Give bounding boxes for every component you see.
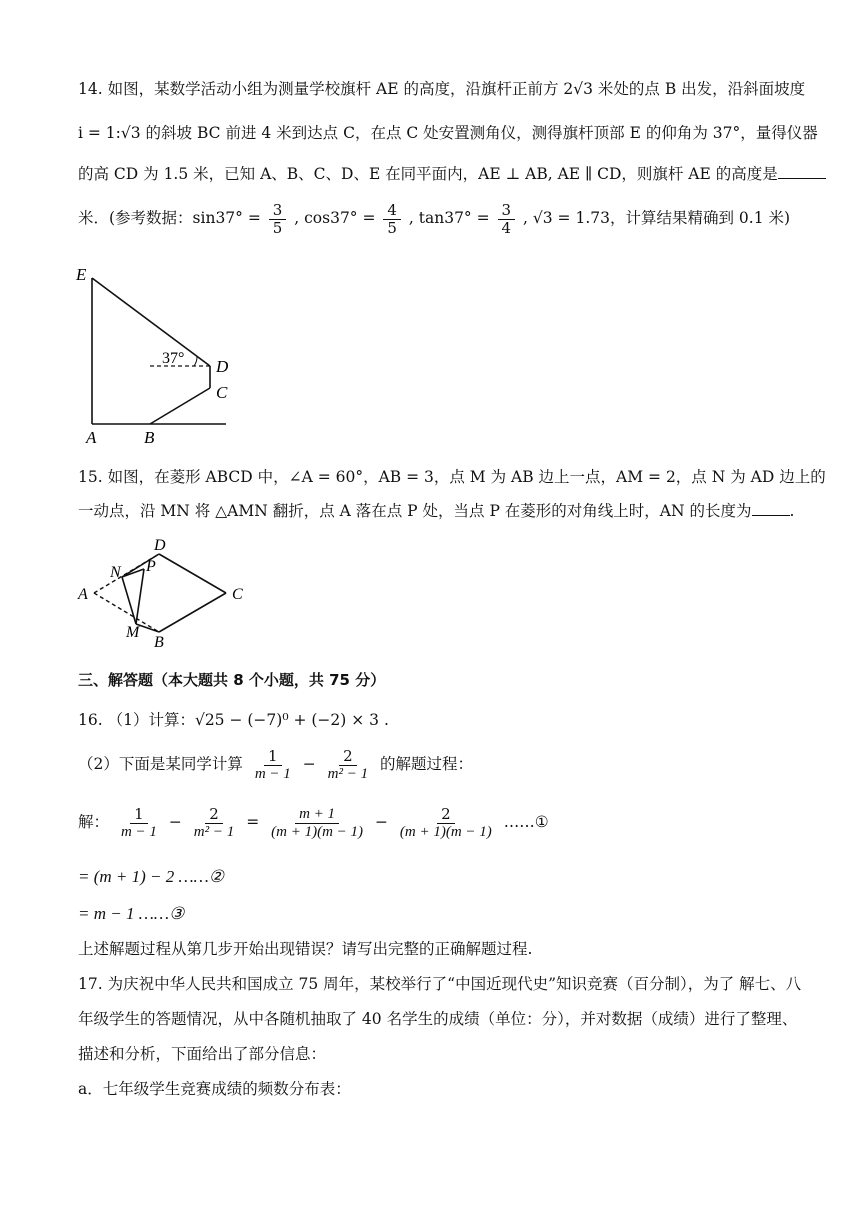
q16-question: 上述解题过程从第几步开始出现错误？请写出完整的正确解题过程. (78, 940, 533, 958)
fraction (251, 748, 295, 782)
edge-DC (159, 554, 226, 593)
fraction-numerator: 1 (264, 748, 282, 766)
solution-label: 解： (78, 813, 110, 831)
minus-sign: − (302, 755, 316, 773)
minus-sign: − (168, 813, 182, 831)
step-marker: ……① (503, 813, 549, 831)
sight-line-DE (92, 278, 210, 366)
fraction (190, 806, 238, 840)
fraction-denominator: 4 (501, 218, 512, 237)
fraction-numerator: 2 (437, 806, 455, 824)
fraction-sin (269, 202, 287, 236)
fraction-numerator: 3 (498, 202, 516, 220)
section-3-heading: 三、解答题（本大题共 8 个小题，共 75 分） (78, 671, 386, 689)
label-D: D (154, 537, 166, 554)
q16-solution-step-1 (78, 806, 798, 840)
label-N: N (110, 564, 121, 581)
angle-label: 37° (162, 350, 185, 367)
fraction-tan (498, 202, 516, 236)
label-P: P (146, 558, 156, 575)
q16-solution-step-3: = m − 1 ……③ (78, 904, 185, 923)
q15-period: . (789, 502, 795, 520)
edge-BC (159, 593, 226, 632)
fraction-denominator: (m + 1)(m − 1) (399, 823, 492, 840)
q14-line-1: 14. 如图，某数学活动小组为测量学校旗杆 AE 的高度，沿旗杆正前方 2√3 米处的点 B 出发，沿斜面坡度 (78, 80, 806, 98)
q15-line-2-text: 一动点，沿 MN 将 △AMN 翻折，点 A 落在点 P 处，当点 P 在菱形的对角线上时，AN 的长度为 (78, 502, 752, 520)
q14-line-3 (78, 163, 798, 185)
q15-line-1: 15. 如图，在菱形 ABCD 中，∠A = 60°，AB = 3，点 M 为 AB 边上一点，AM = 2，点 N 为 AD 边上的 (78, 468, 826, 486)
fraction-numerator: m + 1 (295, 806, 339, 824)
q16-solution-step-2: = (m + 1) − 2 ……② (78, 867, 224, 886)
answer-blank-q15[interactable] (752, 501, 790, 516)
fraction-denominator: m² − 1 (327, 765, 369, 782)
fraction-denominator: 5 (387, 218, 397, 237)
q14-ref-d: , √3 = 1.73，计算结果精确到 0.1 米) (523, 209, 791, 227)
label-M: M (126, 624, 140, 641)
fraction (117, 806, 161, 840)
minus-sign: − (374, 813, 388, 831)
q16-part-2-suffix: 的解题过程： (380, 755, 474, 773)
fold-line-MN (122, 577, 136, 624)
q14-flagpole-figure (70, 262, 240, 452)
fraction-numerator: 2 (205, 806, 223, 824)
q15-rhombus-figure (74, 535, 254, 650)
fraction-denominator: m² − 1 (193, 823, 235, 840)
q15-line-2 (78, 500, 798, 522)
q14-line-2: i = 1:√3 的斜坡 BC 前进 4 米到达点 C，在点 C 处安置测角仪，测得旗杆顶部 E 的仰角为 37°，量得仪器 (78, 124, 818, 142)
answer-blank-q14[interactable] (778, 164, 826, 179)
q16-part-1: 16. （1）计算：√25 − (−7)⁰ + (−2) × 3 . (78, 711, 389, 729)
fraction-numerator: 1 (130, 806, 148, 824)
slope-BC (150, 388, 210, 424)
label-A: A (78, 586, 88, 603)
label-B: B (144, 428, 155, 447)
fraction (267, 806, 367, 840)
label-B: B (154, 634, 164, 650)
fraction-numerator: 3 (269, 202, 287, 220)
q17-line-1: 17. 为庆祝中华人民共和国成立 75 周年，某校举行了“中国近现代史”知识竞赛（百分制），为了 解七、八 (78, 975, 802, 993)
fraction-denominator: m − 1 (120, 823, 157, 840)
equals-sign: = (246, 813, 260, 831)
label-A: A (86, 428, 97, 447)
fraction-denominator: 5 (272, 218, 283, 237)
q17-line-4: a．七年级学生竞赛成绩的频数分布表： (78, 1080, 351, 1098)
fraction-denominator: m − 1 (254, 765, 291, 782)
q17-line-2: 年级学生的答题情况，从中各随机抽取了 40 名学生的成绩（单位：分），并对数据（成绩）进行了整理、 (78, 1010, 798, 1028)
fraction-denominator: (m + 1)(m − 1) (271, 823, 364, 840)
edge-MB (136, 624, 159, 632)
q14-ref-b: , cos37° = (294, 209, 376, 227)
q17-line-3: 描述和分析，下面给出了部分信息： (78, 1045, 327, 1063)
label-C: C (216, 383, 228, 402)
fraction-numerator: 2 (339, 748, 357, 766)
fraction-cos (383, 202, 401, 236)
q14-line-3-text: 的高 CD 为 1.5 米，已知 A、B、C、D、E 在同平面内，AE ⊥ AB, AE ∥ CD，则旗杆 AE 的高度是 (78, 165, 778, 183)
q14-ref-a: 米．(参考数据：sin37° = (78, 209, 261, 227)
q14-line-4 (78, 202, 798, 236)
label-E: E (76, 265, 87, 284)
q16-part-2 (78, 748, 798, 782)
label-C: C (232, 586, 243, 603)
segment-PM (136, 569, 144, 624)
q16-part-2-text: （2）下面是某同学计算 (78, 755, 243, 773)
fraction-numerator: 4 (383, 202, 401, 220)
label-D: D (216, 357, 229, 376)
q14-ref-c: , tan37° = (408, 209, 490, 227)
angle-arc (194, 356, 197, 366)
fraction (324, 748, 372, 782)
fraction (396, 806, 496, 840)
